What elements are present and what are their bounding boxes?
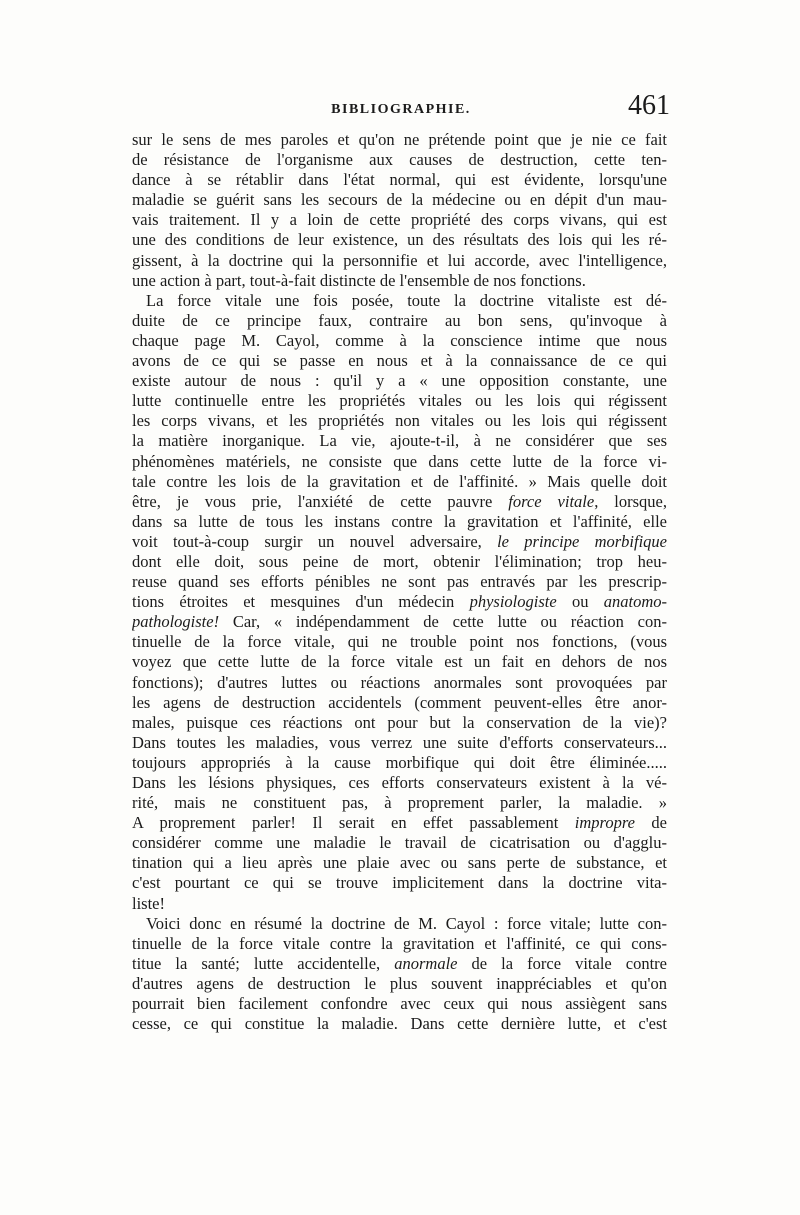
text-line	[132, 230, 667, 250]
text-segment: fonctions); d'autres luttes ou réactions anormales sont provoquées par	[132, 672, 667, 692]
text-segment: sur le sens de mes paroles et qu'on ne prétende point que je nie ce fait	[132, 130, 667, 149]
italic-text: le principe morbifique	[497, 531, 667, 551]
text-line	[132, 452, 667, 472]
text-segment: de	[634, 813, 667, 833]
text-segment: phénomènes matériels, ne consiste que dans cette lutte de la force vi-	[132, 451, 667, 471]
text-segment: lutte continuelle entre les propriétés vitales ou les lois qui régissent	[132, 391, 667, 411]
text-segment: tinuelle de la force vitale, qui ne trouble point nos fonctions, (vous	[132, 632, 667, 652]
text-line	[132, 833, 667, 853]
text-segment: maladie se guérit sans les secours de la médecine ou en dépit d'un mau-	[132, 190, 667, 210]
text-line	[132, 853, 667, 873]
text-line	[132, 673, 667, 693]
text-segment: voyez que cette lutte de la force vitale est un fait en dehors de nos	[132, 652, 667, 672]
text-segment: dont elle doit, sous peine de mort, obtenir l'élimination; trop heu-	[132, 551, 667, 571]
text-segment: Car, « indépendamment de cette lutte ou réaction con-	[219, 612, 667, 632]
text-segment: reuse quand ses efforts pénibles ne sont pas entravés par les prescrip-	[132, 572, 667, 592]
text-line	[132, 994, 667, 1014]
text-line	[132, 291, 667, 311]
text-segment: A proprement parler! Il serait en effet passablement	[132, 813, 575, 833]
text-segment: rité, mais ne constituent pas, à proprement parler, la maladie. »	[132, 793, 667, 813]
italic-text: force vitale	[508, 491, 595, 511]
text-segment: voit tout-à-coup surgir un nouvel adversaire,	[132, 531, 498, 551]
text-line	[132, 492, 667, 512]
text-segment: de la force vitale contre	[457, 953, 667, 973]
text-line	[132, 934, 667, 954]
text-segment: ou	[556, 592, 604, 612]
text-segment: pourrait bien facilement confondre avec ceux qui nous assiègent sans	[132, 994, 667, 1014]
text-segment: tale contre les lois de la gravitation et de l'affinité. » Mais quelle doit	[132, 471, 667, 491]
text-line	[132, 472, 667, 492]
text-segment: c'est pourtant ce qui se trouve implicitement dans la doctrine vita-	[132, 873, 667, 893]
italic-text: anormale	[394, 953, 458, 973]
text-line	[132, 753, 667, 773]
text-line	[132, 552, 667, 572]
body-text	[132, 130, 667, 1034]
text-segment: toujours appropriés à la cause morbifique qui doit être éliminée.....	[132, 752, 667, 772]
text-line	[132, 210, 667, 230]
text-segment: cesse, ce qui constitue la maladie. Dans cette dernière lutte, et c'est	[132, 1014, 667, 1034]
text-segment: titue la santé; lutte accidentelle,	[132, 953, 395, 973]
text-line	[132, 914, 667, 934]
text-segment: tions étroites et mesquines d'un médecin	[132, 592, 470, 612]
text-segment: dance à se rétablir dans l'état normal, qui est évidente, lorsqu'une	[132, 170, 667, 190]
text-segment: Dans les lésions physiques, ces efforts conservateurs existent à la vé-	[132, 773, 667, 792]
text-line	[132, 411, 667, 431]
text-segment: duite de ce principe faux, contraire au bon sens, qu'invoque à	[132, 310, 667, 330]
page-header	[132, 90, 670, 130]
text-segment: une action à part, tout-à-fait distincte de l'ensemble de nos fonctions.	[132, 270, 586, 290]
text-segment: la matière inorganique. La vie, ajoute-t-il, à ne considérer que ses	[132, 431, 667, 451]
text-line	[132, 793, 667, 813]
italic-text: anatomo-	[603, 592, 667, 612]
page-number: 461	[628, 90, 670, 121]
text-segment: avons de ce qui se passe en nous et à la connaissance de ce qui	[132, 351, 667, 371]
text-line	[132, 974, 667, 994]
text-line	[132, 150, 667, 170]
text-segment: les agens de destruction accidentels (comment peuvent-elles être anor-	[132, 692, 667, 712]
text-line	[132, 271, 667, 291]
text-line	[132, 190, 667, 210]
text-line	[132, 351, 667, 371]
text-segment: dans sa lutte de tous les instans contre la gravitation et l'affinité, elle	[132, 511, 667, 531]
running-head: BIBLIOGRAPHIE.	[331, 102, 471, 117]
text-line	[132, 612, 667, 632]
text-line	[132, 130, 667, 150]
text-line	[132, 391, 667, 411]
text-segment: Voici donc en résumé la doctrine de M. Cayol : force vitale; lutte con-	[146, 913, 667, 933]
text-segment: males, puisque ces réactions ont pour but la conservation de la vie)?	[132, 712, 667, 732]
text-line	[132, 873, 667, 893]
text-segment: tinuelle de la force vitale contre la gravitation et l'affinité, ce qui cons-	[132, 933, 667, 953]
text-line	[132, 773, 667, 793]
text-line	[132, 813, 667, 833]
text-line	[132, 431, 667, 451]
text-line	[132, 894, 667, 914]
text-segment: une des conditions de leur existence, un des résultats des lois qui les ré-	[132, 230, 667, 250]
italic-text: impropre	[574, 813, 635, 833]
text-line	[132, 371, 667, 391]
text-segment: vais traitement. Il y a loin de cette propriété des corps vivans, qui est	[132, 210, 667, 230]
text-segment: La force vitale une fois posée, toute la doctrine vitaliste est dé-	[146, 290, 667, 310]
text-line	[132, 592, 667, 612]
text-line	[132, 170, 667, 190]
text-segment: les corps vivans, et les propriétés non vitales ou les lois qui régissent	[132, 411, 667, 431]
text-segment: d'autres agens de destruction le plus souvent inappréciables et qu'on	[132, 973, 667, 993]
text-line	[132, 572, 667, 592]
text-line	[132, 632, 667, 652]
text-line	[132, 532, 667, 552]
italic-text: pathologiste!	[132, 612, 220, 632]
text-segment: être, je vous prie, l'anxiété de cette pauvre	[132, 491, 509, 511]
text-segment: tination qui a lieu après une plaie avec ou sans perte de substance, et	[132, 853, 667, 873]
text-line	[132, 693, 667, 713]
text-line	[132, 311, 667, 331]
text-segment: gissent, à la doctrine qui la personnifie et lui accorde, avec l'intelligence,	[132, 250, 667, 270]
text-line	[132, 733, 667, 753]
italic-text: physiologiste	[469, 592, 557, 612]
text-segment: chaque page M. Cayol, comme à la conscience intime que nous	[132, 330, 667, 350]
text-segment: liste!	[132, 893, 165, 913]
text-segment: considérer comme une maladie le travail de cicatrisation ou d'agglu-	[132, 833, 667, 853]
text-line	[132, 251, 667, 271]
text-segment: de résistance de l'organisme aux causes de destruction, cette ten-	[132, 150, 667, 170]
text-segment: , lorsque,	[594, 491, 667, 511]
text-segment: Dans toutes les maladies, vous verrez une suite d'efforts conservateurs...	[132, 732, 667, 752]
text-line	[132, 954, 667, 974]
text-line	[132, 1014, 667, 1034]
text-line	[132, 512, 667, 532]
text-line	[132, 652, 667, 672]
text-line	[132, 713, 667, 733]
text-segment: existe autour de nous : qu'il y a « une opposition constante, une	[132, 371, 667, 391]
text-line	[132, 331, 667, 351]
